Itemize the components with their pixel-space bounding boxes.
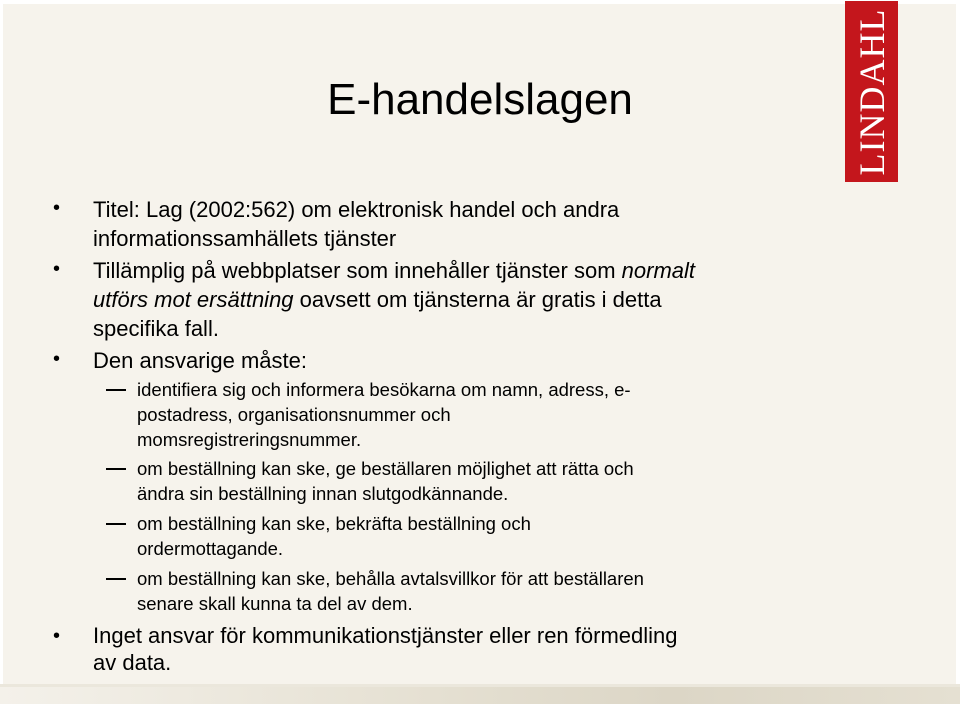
- dash-marker: [106, 389, 126, 391]
- bullet-no-liability: [93, 622, 813, 676]
- bottom-band: [0, 684, 960, 704]
- bullet-emphasis: utförs mot ersättning: [93, 287, 294, 312]
- bullet-marker: •: [53, 258, 61, 280]
- bullet-line: Den ansvarige måste:: [93, 348, 307, 373]
- bullet-marker: •: [53, 625, 61, 647]
- sub-bullet-line: identifiera sig och informera besökarna om namn, adress, e-: [137, 379, 631, 400]
- bullet-line: [93, 256, 813, 285]
- bullet-title-info: [93, 195, 813, 253]
- sub-bullet-line: postadress, organisationsnummer och: [137, 404, 451, 425]
- dash-marker: [106, 523, 126, 525]
- lindahl-logo: [845, 1, 898, 182]
- sub-bullet-line: ordermottagande.: [137, 538, 284, 559]
- bullet-emphasis: normalt: [621, 258, 696, 283]
- slide-title: E-handelslagen: [327, 75, 633, 124]
- bullet-text: Tillämplig på webbplatser som innehåller tjänster som: [93, 258, 622, 283]
- bullet-marker: •: [53, 197, 61, 219]
- sub-bullet-confirm-order: [137, 511, 797, 561]
- sub-bullet-line: momsregistreringsnummer.: [137, 429, 362, 450]
- bullet-line: informationssamhällets tjänster: [93, 226, 397, 251]
- bullet-line: Titel: Lag (2002:562) om elektronisk handel och andra: [93, 197, 620, 222]
- sub-bullet-keep-terms: [137, 566, 797, 616]
- bullet-line: av data.: [93, 650, 172, 675]
- bullet-responsible: [93, 346, 813, 375]
- bullet-applicability: [93, 256, 813, 343]
- logo-text: LINDAHL: [851, 8, 892, 175]
- sub-bullet-line: om beställning kan ske, behålla avtalsvillkor för att beställaren: [137, 568, 644, 589]
- dash-marker: [106, 468, 126, 470]
- bullet-line: specifika fall.: [93, 316, 219, 341]
- dash-marker: [106, 578, 126, 580]
- sub-bullet-line: senare skall kunna ta del av dem.: [137, 593, 413, 614]
- sub-bullet-identify: [137, 377, 797, 452]
- sub-bullet-line: ändra sin beställning innan slutgodkännande.: [137, 483, 509, 504]
- bullet-marker: •: [53, 348, 61, 370]
- bullet-text: oavsett om tjänsterna är gratis i detta: [293, 287, 662, 312]
- sub-bullet-line: om beställning kan ske, ge beställaren möjlighet att rätta och: [137, 458, 634, 479]
- sub-bullet-correct-order: [137, 456, 797, 506]
- bullet-line: Inget ansvar för kommunikationstjänster eller ren förmedling: [93, 623, 678, 648]
- sub-bullet-line: om beställning kan ske, bekräfta beställning och: [137, 513, 531, 534]
- bullet-line: [93, 285, 813, 314]
